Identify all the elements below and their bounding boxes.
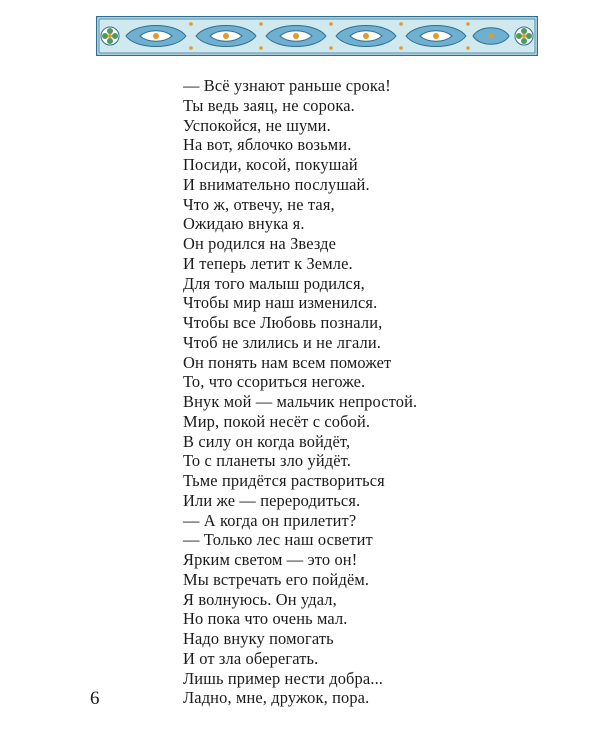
poem-line: В силу он когда войдёт, bbox=[183, 431, 351, 451]
poem-line: Ладно, мне, дружок, пора. bbox=[183, 688, 370, 708]
poem-line: Мир, покой несёт с собой. bbox=[183, 411, 371, 431]
poem-line: Но пока что очень мал. bbox=[183, 609, 348, 629]
poem-line: Чтобы мир наш изменился. bbox=[183, 293, 378, 313]
poem-line: Ожидаю внука я. bbox=[183, 214, 305, 234]
poem-line: То, что ссориться негоже. bbox=[183, 372, 366, 392]
poem-line: Чтобы все Любовь познали, bbox=[183, 313, 383, 332]
poem-line: Ярким светом — это он! bbox=[183, 550, 358, 569]
poem-line: То с планеты зло уйдёт. bbox=[183, 451, 351, 471]
poem-line: И от зла оберегать. bbox=[183, 648, 319, 668]
poem-line: Что ж, отвечу, не тая, bbox=[183, 194, 335, 214]
poem-line: Ты ведь заяц, не сорока. bbox=[183, 95, 355, 115]
page-number: 6 bbox=[90, 688, 100, 709]
poem-line: И теперь летит к Земле. bbox=[183, 253, 353, 273]
poem-line: Он родился на Звезде bbox=[183, 234, 337, 253]
poem-line: Мы встречать его пойдём. bbox=[183, 569, 370, 589]
poem-line: — Всё узнают раньше срока! bbox=[183, 76, 391, 95]
poem-line: Я волнуюсь. Он удал, bbox=[183, 589, 337, 609]
poem-line: Для того малыш родился, bbox=[183, 273, 365, 293]
poem-line: Внук мой — мальчик непростой. bbox=[183, 392, 418, 411]
poem-line: Или же — переродиться. bbox=[183, 490, 361, 510]
poem-line: На вот, яблочко возьми. bbox=[183, 135, 352, 155]
poem-line: Тьме придётся раствориться bbox=[183, 471, 385, 490]
poem-line: — Только лес наш осветит bbox=[183, 530, 373, 550]
poem-line: — А когда он прилетит? bbox=[183, 510, 357, 530]
poem-line: Чтоб не злились и не лгали. bbox=[183, 332, 382, 352]
poem-line: Надо внуку помогать bbox=[183, 629, 334, 648]
poem-line: Успокойся, не шуми. bbox=[183, 115, 331, 135]
poem-line: Лишь пример нести добра... bbox=[183, 668, 384, 688]
poem-line: Посиди, косой, покушай bbox=[183, 155, 358, 174]
poem-line: Он понять нам всем поможет bbox=[183, 352, 392, 372]
floral-border-ornament-icon bbox=[96, 16, 538, 56]
poem-line: И внимательно послушай. bbox=[183, 174, 370, 194]
poem-text bbox=[183, 76, 417, 708]
